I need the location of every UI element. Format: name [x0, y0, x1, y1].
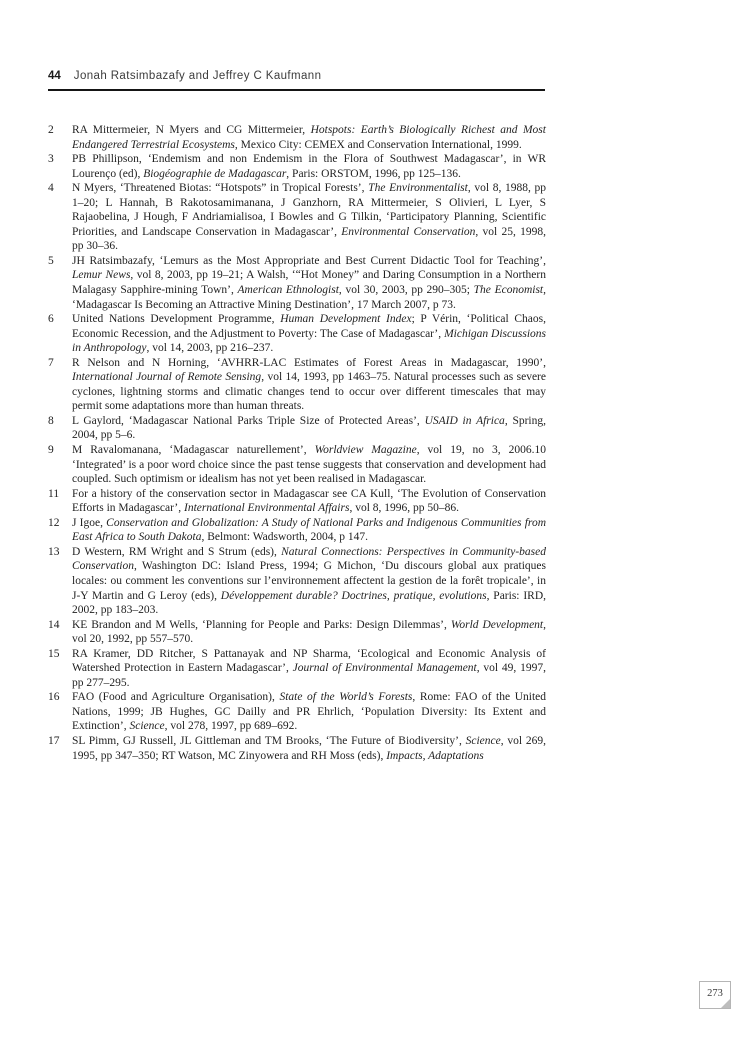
- header-page-number: 44: [48, 70, 61, 82]
- reference-title-italic: American Ethnologist: [237, 284, 339, 297]
- reference-title-italic: The Environmentalist: [368, 182, 468, 195]
- reference-title-italic: The Economist: [473, 284, 544, 297]
- running-header: [48, 70, 545, 82]
- reference-text: N Myers, ‘Threatened Biotas: “Hotspots” in Tropical Forests’,: [72, 182, 369, 195]
- reference-text: , Paris: IRD, 2002, pp 183–203.: [72, 589, 547, 617]
- reference-title-italic: Développement durable? Doctrines, pratique, evolutions: [220, 589, 487, 602]
- reference-number: 7: [48, 356, 54, 369]
- reference-text: , vol 14, 1993, pp 1463–75. Natural processes such as severe cyclones, lightning storms and climatic changes tend to occur over different timescales that may permit some adaptations more than human threats.: [72, 371, 546, 413]
- reference-title-italic: Worldview Magazine: [314, 444, 417, 457]
- footer-page-number: 273: [707, 988, 723, 999]
- reference-title-italic: State of the World’s Forests: [279, 691, 413, 704]
- reference-text: , vol 49, 1997, pp 277–295.: [72, 662, 546, 689]
- reference-title-italic: Natural Connections: Perspectives in Community-based Conservation: [72, 545, 546, 573]
- reference-text: , vol 8, 1996, pp 50–86.: [349, 502, 460, 515]
- reference-item: [48, 356, 546, 414]
- reference-text: , Spring, 2004, pp 5–6.: [72, 414, 547, 442]
- reference-text: , vol 25, 1998, pp 30–36.: [72, 225, 546, 253]
- reference-title-italic: World Development: [450, 618, 544, 631]
- reference-title-italic: Science: [129, 720, 165, 733]
- reference-number: 6: [48, 313, 54, 326]
- reference-text: , ‘Madagascar Is Becoming an Attractive Mining Destination’, 17 March 2007, p 73.: [72, 284, 546, 311]
- reference-item: [48, 545, 546, 618]
- reference-text: RA Kramer, DD Ritcher, S Pattanayak and NP Sharma, ‘Ecological and Economic Analysis of Watershed Protection in Eastern Madagascar’,: [72, 647, 546, 675]
- reference-title-italic: Science: [465, 734, 501, 747]
- reference-text: D Western, RM Wright and S Strum (eds),: [72, 545, 282, 558]
- reference-text: United Nations Development Programme,: [72, 313, 281, 326]
- reference-item: [48, 734, 546, 763]
- reference-item: [48, 312, 546, 356]
- reference-text: , Washington DC: Island Press, 1994; G Michon, ‘Du discours global aux pratiques locales: ou comment les conventions sur l’environnement affectent la gestion de la forêt tropicale’, in J-Y Martin and G Leroy (eds),: [72, 560, 546, 602]
- reference-text: KE Brandon and M Wells, ‘Planning for People and Parks: Design Dilemmas’,: [72, 618, 451, 631]
- reference-text: For a history of the conservation sector in Madagascar see CA Kull, ‘The Evolution of Conservation Efforts in Madagascar’,: [72, 487, 546, 515]
- reference-text: L Gaylord, ‘Madagascar National Parks Triple Size of Protected Areas’,: [72, 414, 425, 427]
- reference-number: 12: [48, 516, 60, 529]
- reference-item: [48, 152, 546, 181]
- reference-number: 17: [48, 734, 60, 747]
- reference-title-italic: Journal of Environmental Management: [292, 662, 477, 675]
- reference-text: , vol 30, 2003, pp 290–305;: [338, 284, 474, 297]
- reference-text: ; P Vérin, ‘Political Chaos, Economic Recession, and the Adjustment to Poverty: The Case of Madagascar’,: [72, 313, 546, 340]
- reference-title-italic: Environmental Conservation: [341, 225, 476, 238]
- reference-title-italic: Human Development Index: [280, 313, 412, 326]
- reference-number: 15: [48, 647, 60, 660]
- reference-text: , vol 19, no 3, 2006.10 ‘Integrated’ is a poor word choice since the past tense suggests that conservation and development had coupled. Such optimism or idealism has not yet been realised in Madagascar.: [72, 444, 546, 486]
- reference-text: , Paris: ORSTOM, 1996, pp 125–136.: [286, 167, 461, 180]
- reference-number: 5: [48, 254, 54, 267]
- header-running-title: Jonah Ratsimbazafy and Jeffrey C Kaufmann: [73, 70, 322, 82]
- reference-item: [48, 414, 546, 443]
- reference-item: [48, 516, 546, 545]
- reference-item: [48, 123, 546, 152]
- reference-text: , Rome: FAO of the United Nations, 1999; JB Hughes, GC Dailly and PR Ehrlich, ‘Population Diversity: Its Extent and Extinction’,: [72, 691, 546, 733]
- reference-number: 3: [48, 153, 54, 166]
- reference-title-italic: Lemur News: [72, 269, 131, 282]
- reference-text: PB Phillipson, ‘Endemism and non Endemism in the Flora of Southwest Madagascar’, in WR Lourenço (ed),: [72, 153, 546, 180]
- reference-item: [48, 618, 546, 647]
- reference-text: M Ravalomanana, ‘Madagascar naturellement’,: [72, 444, 315, 457]
- reference-title-italic: International Environmental Affairs: [183, 502, 350, 515]
- reference-title-italic: Michigan Discussions in Anthropology: [72, 327, 547, 355]
- reference-title-italic: International Journal of Remote Sensing: [72, 371, 262, 384]
- reference-text: JH Ratsimbazafy, ‘Lemurs as the Most Appropriate and Best Current Didactic Tool for Teaching’,: [72, 254, 546, 267]
- reference-number: 9: [48, 444, 54, 457]
- reference-item: [48, 181, 546, 254]
- reference-item: [48, 487, 546, 516]
- reference-number: 14: [48, 618, 60, 631]
- reference-title-italic: USAID in Africa: [424, 414, 505, 427]
- reference-text: , vol 20, 1992, pp 557–570.: [72, 618, 546, 646]
- reference-item: [48, 254, 546, 312]
- references-list: [48, 123, 546, 763]
- reference-text: , vol 8, 1988, pp 1–20; L Hannah, B Rakotosamimanana, J Ganzhorn, RA Mittermeier, S Olivieri, L Lyer, S Rajaobelina, J Hough, F Andriamialisoa, I Bowles and G Tilkin, ‘Participatory Planning, Scientific Priorities, and Landscape Conservation in Madagascar’,: [72, 182, 547, 238]
- reference-text: , vol 14, 2003, pp 216–237.: [146, 342, 274, 355]
- reference-text: J Igoe,: [72, 516, 107, 529]
- reference-number: 13: [48, 545, 60, 558]
- reference-text: FAO (Food and Agriculture Organisation),: [72, 691, 280, 704]
- reference-text: RA Mittermeier, N Myers and CG Mittermeier,: [72, 124, 311, 136]
- reference-item: [48, 647, 546, 691]
- reference-text: SL Pimm, GJ Russell, JL Gittleman and TM Brooks, ‘The Future of Biodiversity’,: [72, 734, 466, 747]
- reference-text: , vol 269, 1995, pp 347–350; RT Watson, MC Zinyowera and RH Moss (eds),: [72, 734, 546, 762]
- reference-title-italic: Impacts, Adaptations: [386, 749, 484, 762]
- reference-item: [48, 690, 546, 734]
- reference-number: 8: [48, 414, 54, 427]
- reference-number: 16: [48, 691, 60, 704]
- reference-title-italic: Biogéographie de Madagascar: [143, 167, 287, 180]
- header-rule: [48, 89, 545, 91]
- reference-text: , Mexico City: CEMEX and Conservation International, 1999.: [234, 138, 522, 151]
- reference-text: , Belmont: Wadsworth, 2004, p 147.: [201, 531, 369, 544]
- reference-title-italic: Hotspots: Earth’s Biologically Richest and Most Endangered Terrestrial Ecosystems: [72, 124, 546, 151]
- reference-number: 11: [48, 487, 60, 500]
- reference-number: 4: [48, 182, 54, 195]
- page-number-tab: [699, 981, 731, 1009]
- reference-item: [48, 443, 546, 487]
- page-curl-icon: [721, 999, 730, 1008]
- reference-text: R Nelson and N Horning, ‘AVHRR-LAC Estimates of Forest Areas in Madagascar, 1990’,: [72, 356, 546, 369]
- reference-text: , vol 8, 2003, pp 19–21; A Walsh, ‘“Hot Money” and Daring Consumption in a Northern Malagasy Sapphire-mining Town’,: [72, 269, 546, 297]
- reference-number: 2: [48, 124, 54, 136]
- reference-text: , vol 278, 1997, pp 689–692.: [164, 720, 298, 733]
- reference-title-italic: Conservation and Globalization: A Study of National Parks and Indigenous Communities from East Africa to South Dakota: [72, 516, 546, 544]
